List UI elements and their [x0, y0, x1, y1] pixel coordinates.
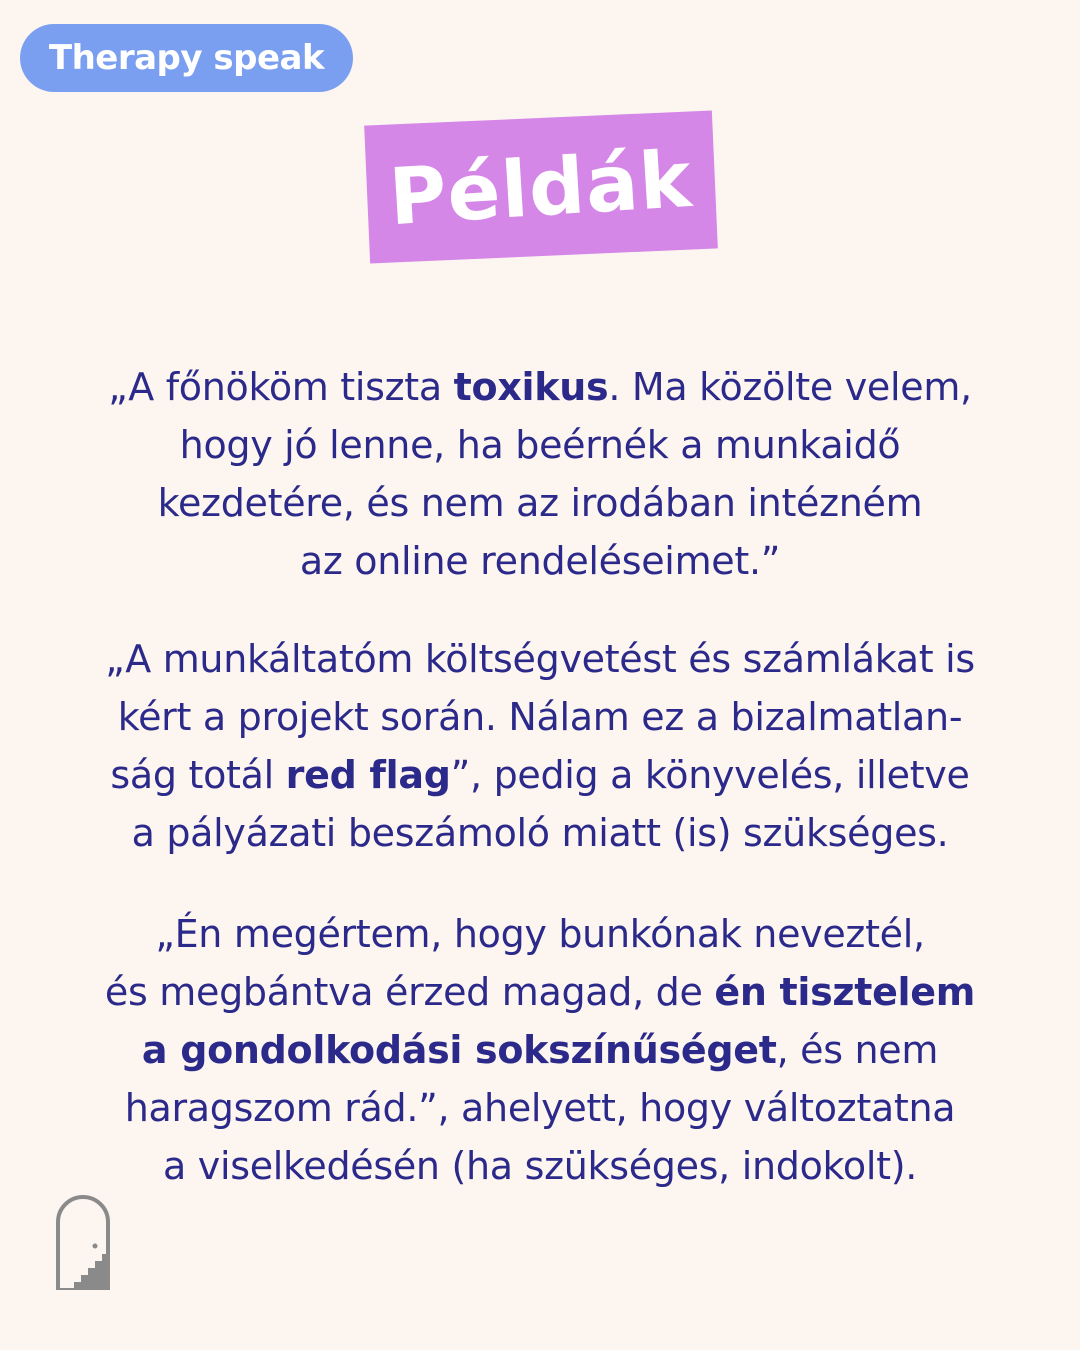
paragraph-line — [20, 1021, 1060, 1079]
paragraph-line — [20, 746, 1060, 804]
body-text: és megbántva érzed magad, de — [104, 970, 715, 1014]
category-tag — [20, 24, 353, 92]
emphasis-text: a gondolkodási sokszínűséget — [141, 1028, 777, 1072]
paragraph-line — [20, 474, 1060, 532]
body-text: „A munkáltatóm költségvetést és számlákat is — [105, 637, 975, 681]
body-text: hogy jó lenne, ha beérnék a munkaidő — [179, 423, 901, 467]
emphasis-text: toxikus — [453, 365, 609, 409]
body-text: a pályázati beszámoló miatt (is) szükséges. — [131, 811, 949, 855]
paragraph-line — [20, 1079, 1060, 1137]
body-text: „Én megértem, hogy bunkónak neveztél, — [155, 912, 925, 956]
body-text: a viselkedésén (ha szükséges, indokolt). — [162, 1144, 918, 1188]
paragraph-line — [20, 905, 1060, 963]
body-text: az online rendeléseimet.” — [299, 539, 781, 583]
paragraph-line — [20, 358, 1060, 416]
body-text: . Ma közölte velem, — [608, 365, 972, 409]
paragraph-line — [20, 963, 1060, 1021]
body-text: haragszom rád.”, ahelyett, hogy változtatna — [124, 1086, 956, 1130]
example-paragraph-2 — [20, 630, 1060, 862]
paragraph-line — [20, 532, 1060, 590]
emphasis-text: én tisztelem — [714, 970, 976, 1014]
paragraph-line — [20, 416, 1060, 474]
body-text: kért a projekt során. Nálam ez a bizalmatlan- — [117, 695, 963, 739]
category-tag-label: Therapy speak — [48, 38, 325, 78]
body-text: „A főnököm tiszta — [108, 365, 454, 409]
door-stairs-icon — [54, 1194, 112, 1294]
body-text: ság totál — [110, 753, 286, 797]
paragraph-line — [20, 688, 1060, 746]
body-text: , és nem — [776, 1028, 939, 1072]
example-paragraph-1 — [20, 358, 1060, 590]
example-paragraph-3 — [20, 905, 1060, 1195]
paragraph-line — [20, 630, 1060, 688]
page-title: Példák — [387, 134, 696, 244]
paragraph-line — [20, 804, 1060, 862]
body-text: ”, pedig a könyvelés, illetve — [450, 753, 970, 797]
body-text: kezdetére, és nem az irodában intézném — [157, 481, 923, 525]
emphasis-text: red flag — [285, 753, 451, 797]
paragraph-line — [20, 1137, 1060, 1195]
title-highlight-box — [364, 110, 718, 263]
